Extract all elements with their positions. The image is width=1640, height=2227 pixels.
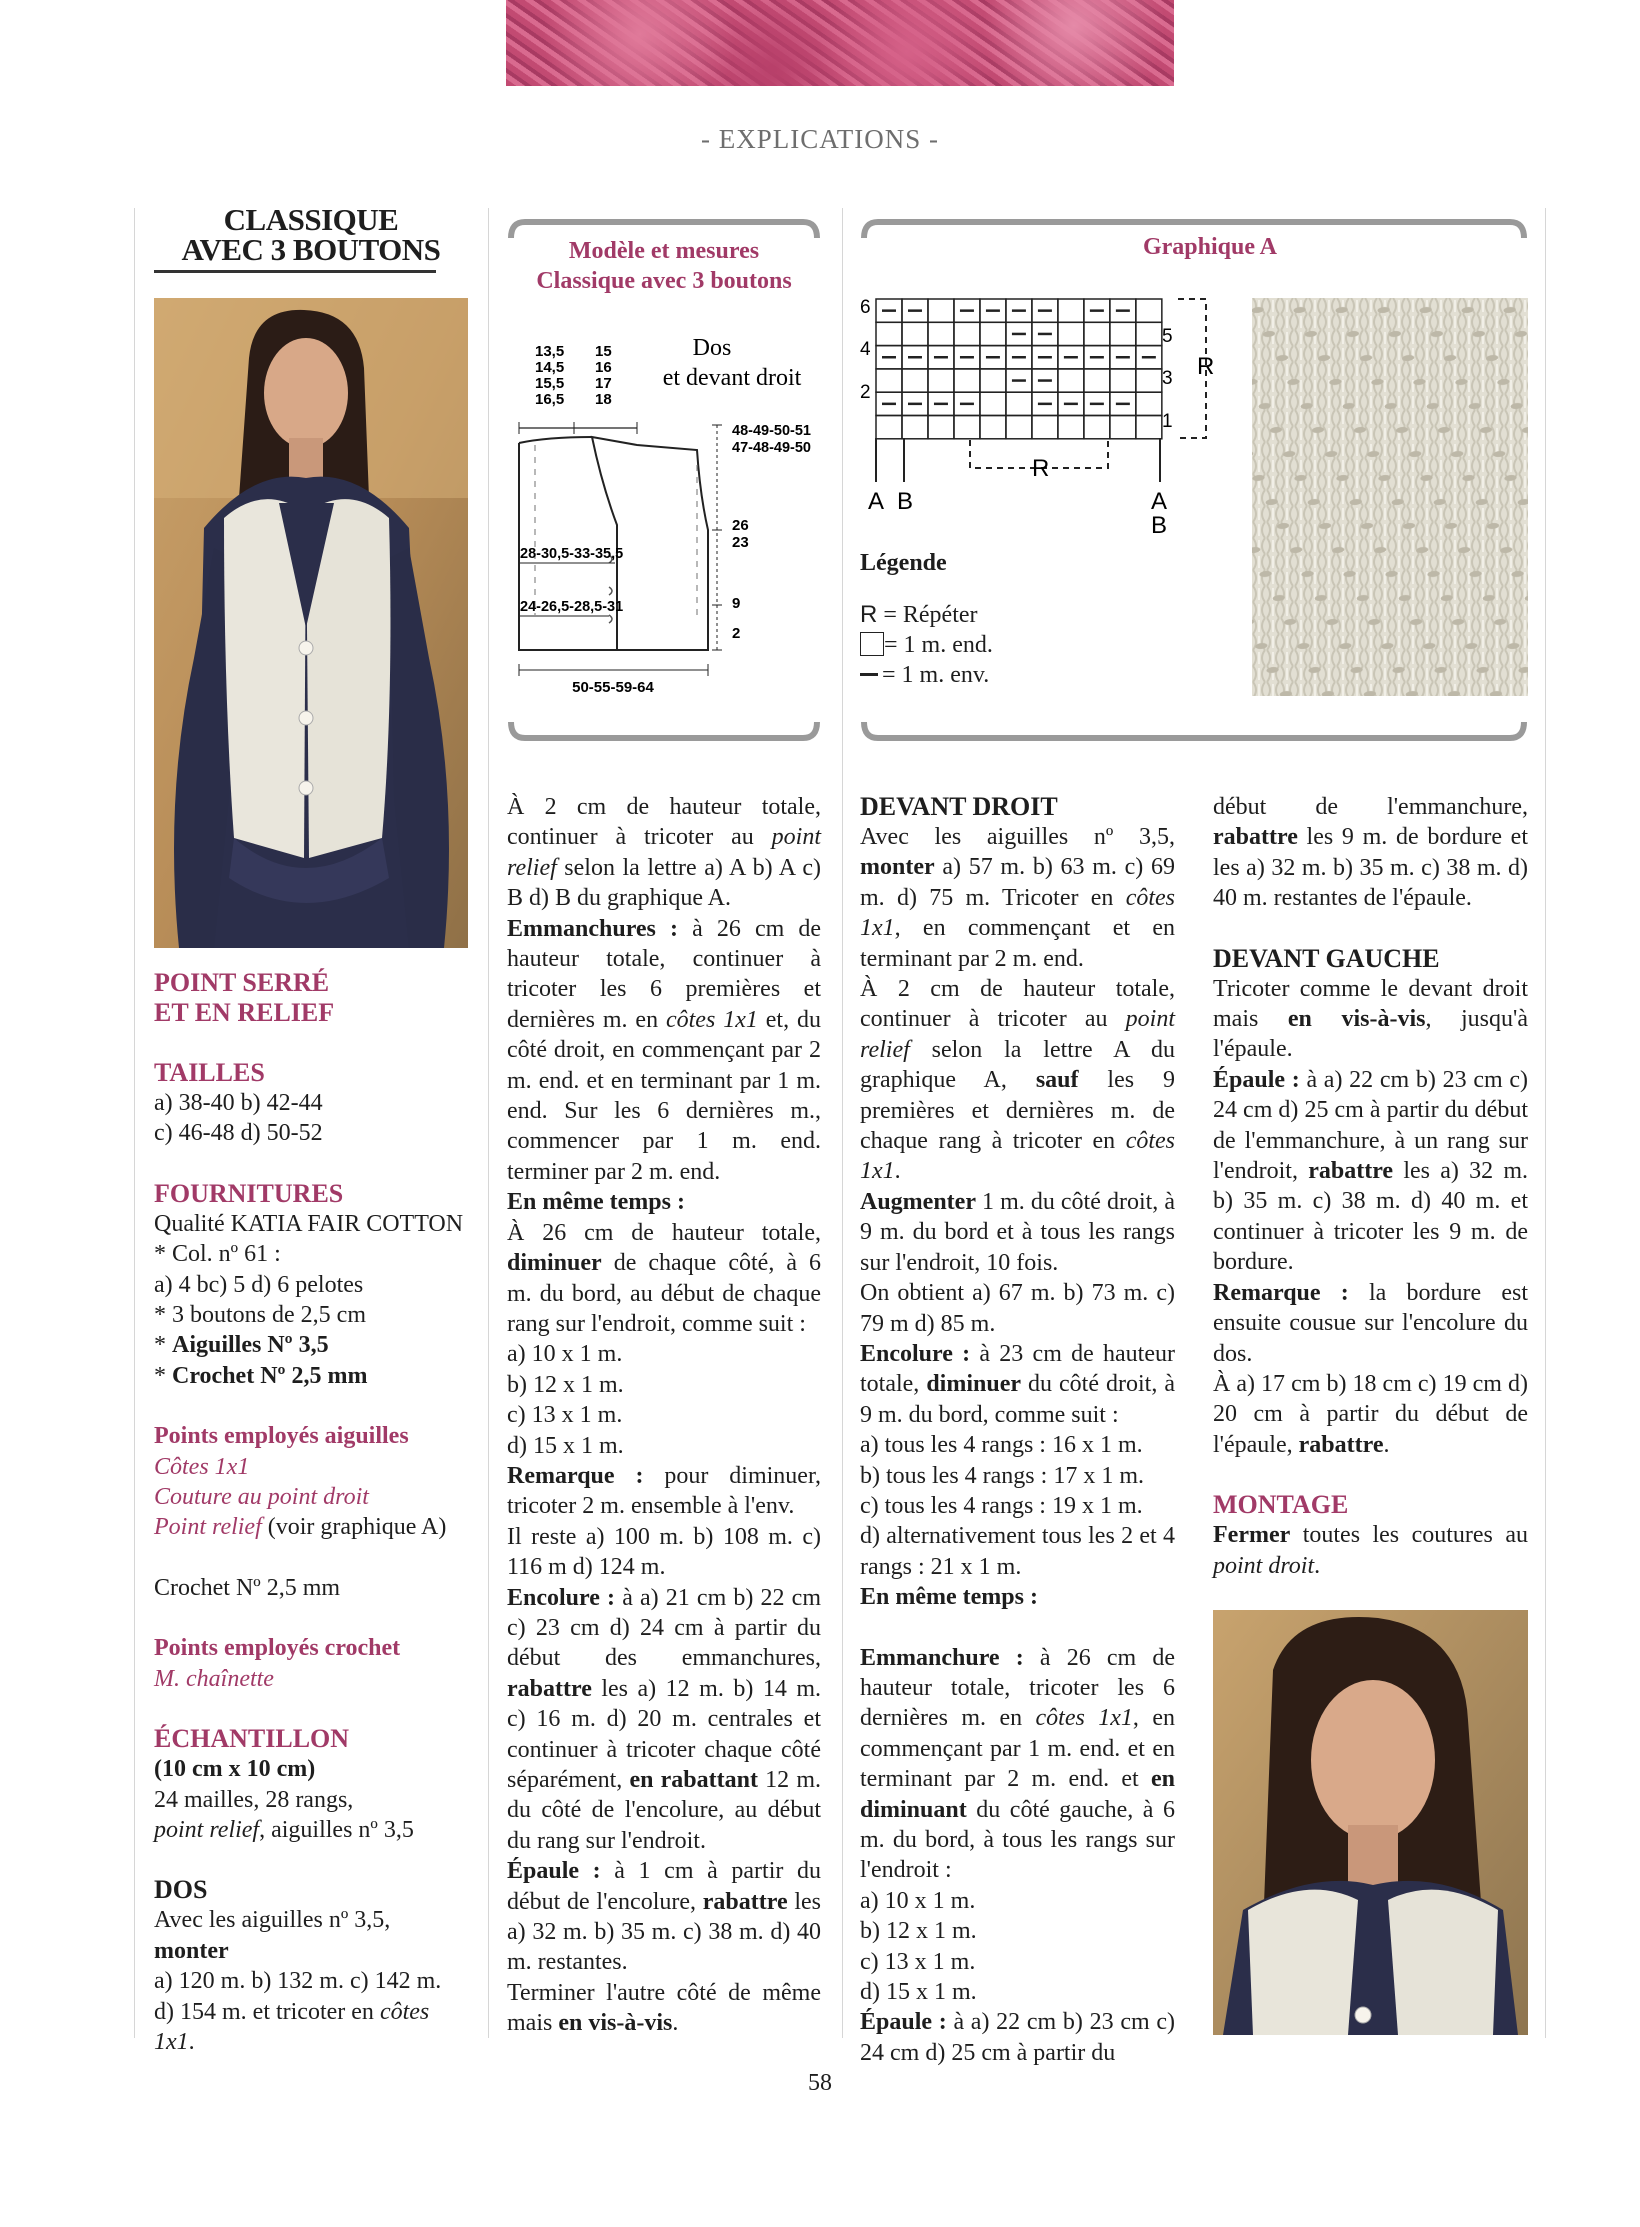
chart-cell [1084, 322, 1110, 345]
text: la bordure est ensuite cousue sur l'encolure du dos. [1213, 1279, 1528, 1367]
text: À 2 cm de hauteur totale, continuer à tricoter au [860, 976, 1175, 1033]
dos-text [154, 1997, 468, 2027]
stitch-heading [154, 968, 468, 1028]
hem-measure: 2 [732, 625, 741, 642]
text-bold: diminuer [926, 1371, 1022, 1398]
schema-title [507, 236, 821, 296]
stitch-note: (voir graphique A) [261, 1514, 447, 1541]
legend-title: Légende [860, 550, 947, 576]
needles-size: Aiguilles Nº 3,5 [172, 1332, 329, 1359]
neck-value: 15,5 [535, 375, 565, 392]
text: Avec les aiguilles nº 3,5, [860, 824, 1175, 850]
text-bold: Remarque : [507, 1462, 644, 1489]
chart-cell [980, 369, 1006, 392]
paragraph: Il reste a) 100 m. b) 108 m. c) 116 m d) 124 m. [507, 1523, 821, 1581]
chart-cell [954, 369, 980, 392]
echantillon-size: (10 cm x 10 cm) [154, 1756, 316, 1783]
text: a) 57 m. b) 63 m. c) 69 m. d) 75 m. Tricoter en [860, 854, 1175, 911]
text: à a) 21 cm b) 22 cm c) 23 cm d) 24 cm à partir du début des emmanchures, [507, 1584, 822, 1672]
armhole-measure: 23 [732, 534, 749, 551]
chart-cell [902, 322, 928, 345]
dos-text-italic: 1x1 [154, 2028, 189, 2055]
text: 1 m. du côté droit, à 9 m. du bord et à tous les rangs sur l'endroit, 10 fois. [860, 1188, 1175, 1276]
chart-cell [1110, 369, 1136, 392]
model-photo [154, 298, 468, 948]
text-bold: diminuer [507, 1250, 602, 1277]
text: les 9 premières et dernières m. de chaque rang à tricoter en [860, 1067, 1175, 1155]
column-4 [1213, 792, 1528, 1581]
chart-cell [928, 369, 954, 392]
chart-cell [902, 369, 928, 392]
dos-text-part: . [188, 2028, 195, 2055]
schema-label: et devant droit [662, 365, 802, 391]
neck-value: 16,5 [535, 391, 565, 408]
text-bold: Épaule : [507, 1858, 601, 1885]
text-bold: Encolure : [860, 1340, 971, 1367]
paragraph [507, 1583, 821, 1857]
swatch-photo [1252, 298, 1528, 696]
heading-line: ET EN RELIEF [154, 998, 335, 1027]
shoulder-measure: 47-48-49-50 [732, 440, 811, 456]
points-aiguilles-heading: Points employés aiguilles [154, 1423, 409, 1450]
chart-cell [928, 299, 954, 322]
schema-title-line: Classique avec 3 boutons [536, 268, 792, 294]
chart-cell [980, 322, 1006, 345]
schema-drawing [507, 325, 821, 695]
chart-cell [1110, 416, 1136, 439]
tailles-line: a) 38-40 b) 42-44 [154, 1090, 323, 1116]
column-divider [134, 208, 135, 2038]
text: selon la lettre a) A b) A c) B d) B du graphique A. [507, 854, 821, 912]
text: du côté droit, à 9 m. du bord, comme suit : [860, 1371, 1176, 1428]
chart-cell [1006, 416, 1032, 439]
row-number: 4 [860, 339, 871, 360]
fournitures-line: a) 4 bc) 5 d) 6 pelotes [154, 1271, 364, 1298]
chart-cell [1136, 299, 1162, 322]
neck-value: 13,5 [535, 343, 565, 360]
echantillon-rest: , aiguilles nº 3,5 [259, 1816, 414, 1843]
text: Terminer l'autre côté de même mais [507, 1979, 821, 2037]
text: . [1314, 1552, 1321, 1579]
paragraph: On obtient a) 67 m. b) 73 m. c) 79 m d) 85 m. [860, 1280, 1175, 1337]
text: toutes les coutures au [1290, 1522, 1528, 1549]
schema-label: Dos [692, 335, 732, 361]
legend-item [860, 660, 1160, 690]
text: , jusqu'à l'épaule. [1213, 1006, 1528, 1063]
box-ornament-bottom [507, 718, 821, 748]
chart-cell [1136, 392, 1162, 415]
text-bold: Emmanchure : [860, 1644, 1024, 1671]
row-number: 5 [1162, 326, 1173, 347]
text: , en commençant et en terminant par 2 m. end. [860, 915, 1175, 972]
chart-cell [980, 416, 1006, 439]
text-bold: rabattre [1213, 824, 1298, 851]
chart-cell [1058, 369, 1084, 392]
chart-cell [1110, 322, 1136, 345]
letter-label: A [1151, 488, 1168, 515]
chart-cell [928, 322, 954, 345]
text: du côté gauche, à 6 m. du bord, à tous les rangs sur l'endroit : [860, 1796, 1175, 1884]
shoulder-measure: 48-49-50-51 [732, 423, 811, 439]
column-3 [860, 792, 1175, 2068]
paragraph [507, 1978, 821, 2039]
paragraph [1213, 1520, 1528, 1581]
text: . [1383, 1431, 1390, 1458]
text: À 26 cm de hauteur totale, [507, 1219, 821, 1246]
paragraph [507, 914, 821, 1188]
title-underline [154, 270, 436, 273]
stitch-item: Couture au point droit [154, 1484, 369, 1511]
chart-cell [1058, 416, 1084, 439]
paragraph [860, 822, 1175, 974]
points-crochet-heading: Points employés crochet [154, 1635, 401, 1662]
chart-cell [876, 322, 902, 345]
dos-text-part: d) 154 m. et tricoter en [154, 1998, 380, 2025]
text: Tricoter comme le devant droit mais [1213, 975, 1528, 1033]
text-bold: en rabattant [629, 1767, 758, 1793]
text-bold: rabattre [702, 1888, 788, 1915]
chart-cell [954, 416, 980, 439]
text-bold: monter [860, 854, 935, 881]
paragraph [860, 1339, 1175, 1430]
hook-size: Crochet Nº 2,5 mm [172, 1362, 368, 1389]
devant-droit-heading: DEVANT DROIT [860, 792, 1058, 821]
column-divider [842, 208, 843, 2038]
chart-cell [1058, 299, 1084, 322]
chart-cell [876, 369, 902, 392]
model-portrait-photo [1213, 1610, 1528, 2035]
text: à a) 22 cm b) 23 cm c) 24 cm d) 25 cm à partir du début de l'emmanchure, à un rang sur l'endroit, [1213, 1066, 1529, 1185]
legend-item [860, 630, 1160, 660]
chart-cell [1136, 416, 1162, 439]
text: . [672, 2010, 679, 2037]
fournitures-line: Qualité KATIA FAIR COTTON [154, 1210, 464, 1237]
legend-item: R = Répéter [860, 601, 978, 628]
list-item: a) 10 x 1 m. [507, 1341, 623, 1368]
schema-title-line: Modèle et mesures [568, 238, 760, 264]
echantillon-line [154, 1815, 468, 1845]
dos-text: a) 120 m. b) 132 m. c) 142 m. [154, 1968, 442, 1995]
text-italic: point droit [1213, 1552, 1315, 1579]
dos-text [154, 2027, 468, 2057]
stitch-name: Point relief [154, 1514, 262, 1541]
dos-text-italic: côtes [379, 1998, 430, 2025]
dos-text-part: Avec les aiguilles nº 3,5, [154, 1907, 391, 1934]
text-bold: en diminuant [860, 1766, 1175, 1823]
paragraph: En même temps : [507, 1189, 685, 1216]
yarn-photo [506, 0, 1174, 86]
paragraph [860, 1643, 1175, 1886]
devant-gauche-heading: DEVANT GAUCHE [1213, 943, 1440, 973]
letter-label: A [868, 488, 885, 515]
paragraph [1213, 1065, 1528, 1278]
crochet-size: Crochet Nº 2,5 mm [154, 1574, 341, 1601]
paragraph [860, 2007, 1175, 2068]
paragraph [1213, 974, 1528, 1065]
legend-text: = 1 m. env. [882, 662, 990, 688]
tailles-line: c) 46-48 d) 50-52 [154, 1120, 323, 1147]
text-bold: en vis-à-vis [1287, 1006, 1426, 1033]
list-item: d) 15 x 1 m. [860, 1979, 977, 2006]
stitch-item: M. chaînette [154, 1665, 274, 1692]
text-bold: Encolure : [507, 1584, 616, 1611]
graph-title: Graphique A [1142, 234, 1278, 260]
list-item: a) 10 x 1 m. [860, 1887, 976, 1914]
list-item: d) alternativement tous les 2 et 4 rangs : 21 x 1 m. [860, 1523, 1175, 1580]
column-2 [507, 792, 821, 2039]
page-number: 58 [808, 2070, 832, 2096]
row-number: 6 [860, 297, 871, 318]
section-header: - EXPLICATIONS - [701, 124, 939, 154]
text: à 26 cm de hauteur totale, continuer à tricoter les 6 premières et dernières m. en [507, 915, 822, 1033]
text: pour diminuer, tricoter 2 m. ensemble à l'env. [507, 1462, 821, 1520]
paragraph [860, 974, 1175, 1187]
text: de chaque côté, à 6 m. du bord, au début de chaque rang sur l'endroit, comme suit : [507, 1250, 821, 1337]
armhole-measure: 26 [732, 517, 749, 534]
chart-cell [1136, 369, 1162, 392]
list-item: c) 13 x 1 m. [507, 1402, 623, 1429]
column-divider [1545, 208, 1546, 2038]
paragraph [507, 1461, 821, 1522]
graph-ornament-bottom [860, 718, 1528, 748]
text-italic: côtes 1x1 [860, 1128, 1175, 1185]
text: à 23 cm de hauteur totale, [860, 1340, 1175, 1398]
chart-cell [980, 392, 1006, 415]
text-italic: point relief [507, 824, 821, 881]
title-line: AVEC 3 BOUTONS [181, 232, 441, 267]
text: à 26 cm de hauteur totale, tricoter les 6 dernières m. en [860, 1644, 1175, 1732]
list-item: d) 15 x 1 m. [507, 1432, 624, 1459]
paragraph [507, 792, 821, 914]
graph-chart [860, 290, 1220, 560]
fournitures-line: * Crochet Nº 2,5 mm [154, 1362, 368, 1389]
repeat-label: R [1032, 455, 1050, 482]
row-number: 3 [1162, 368, 1173, 389]
neck-value: 18 [595, 391, 612, 408]
chart-cell [928, 416, 954, 439]
list-item: a) tous les 4 rangs : 16 x 1 m. [860, 1432, 1143, 1459]
purl-dash-icon [860, 673, 878, 676]
text: . [894, 1158, 901, 1185]
fournitures-heading: FOURNITURES [154, 1178, 344, 1208]
chart-cell [1058, 322, 1084, 345]
chart-cell [1032, 416, 1058, 439]
text: , en commençant par 1 m. end. et en terminant par 2 m. end. et [860, 1705, 1175, 1793]
text: les a) 32 m. b) 35 m. c) 38 m. d) 40 m. restantes. [507, 1888, 821, 1976]
text: les a) 32 m. b) 35 m. c) 38 m. d) 40 m. et continuer à tricoter les 9 m. de bordure. [1213, 1158, 1528, 1276]
fournitures-line: * Aiguilles Nº 3,5 [154, 1332, 329, 1359]
text-bold: en vis-à-vis [558, 2010, 673, 2037]
width-measure: 28-30,5-33-35,5 [520, 546, 624, 562]
fournitures-line: * Col. nº 61 : [154, 1241, 281, 1268]
text: et, du côté droit, en commençant par 2 m. end. et en terminant par 1 m. end. Sur les 6 dernières m., commencer par 1 m. end. terminer par 2 m. end. [507, 1006, 821, 1185]
dos-heading: DOS [154, 1875, 208, 1905]
paragraph: En même temps : [860, 1584, 1038, 1611]
fournitures-line: * 3 boutons de 2,5 cm [154, 1302, 366, 1329]
echantillon-line: 24 mailles, 28 rangs, [154, 1786, 354, 1813]
legend-text: = 1 m. end. [884, 632, 993, 658]
dos-text [154, 1905, 468, 1966]
column-1 [154, 968, 468, 2057]
chart-cell [1006, 392, 1032, 415]
chart-cell [876, 416, 902, 439]
list-item: b) tous les 4 rangs : 17 x 1 m. [860, 1462, 1144, 1489]
list-item: c) 13 x 1 m. [860, 1948, 976, 1975]
neck-value: 14,5 [535, 359, 565, 376]
neck-value: 17 [595, 375, 612, 392]
heading-line: POINT SERRÉ [154, 968, 330, 997]
text-bold: Fermer [1213, 1522, 1291, 1549]
text-italic: côtes 1x1 [665, 1006, 758, 1033]
dos-text-bold: monter [154, 1937, 229, 1964]
text: À a) 17 cm b) 18 cm c) 19 cm d) 20 cm à partir du début de l'épaule, [1213, 1370, 1528, 1458]
repeat-label: R [1197, 353, 1215, 380]
text: À 2 cm de hauteur totale, continuer à tricoter au [507, 794, 821, 851]
title-line: CLASSIQUE [223, 202, 399, 237]
column-divider [488, 208, 489, 2038]
paragraph [1213, 1278, 1528, 1369]
stitch-name: point relief [154, 1816, 260, 1843]
text-bold: Augmenter [860, 1188, 976, 1215]
paragraph [860, 1187, 1175, 1278]
hem-measure: 9 [732, 595, 741, 612]
schema-box [507, 212, 821, 296]
stitch-item: Côtes 1x1 [154, 1453, 250, 1480]
text-bold: rabattre [1308, 1158, 1394, 1185]
text-bold: rabattre [507, 1675, 592, 1702]
text-bold: Remarque : [1213, 1279, 1349, 1306]
text: selon la lettre A du graphique A, [860, 1036, 1175, 1094]
chart-cell [1084, 369, 1110, 392]
text: début de l'emmanchure, [1213, 794, 1528, 820]
text: les a) 12 m. b) 14 m. c) 16 m. d) 20 m. centrales et continuer à tricoter chaque côté séparément, [507, 1675, 821, 1793]
stitch-item [154, 1512, 468, 1542]
width-measure: 24-26,5-28,5-31 [520, 599, 624, 615]
paragraph [1213, 792, 1528, 914]
text: les 9 m. de bordure et les a) 32 m. b) 35 m. c) 38 m. d) 40 m. restantes de l'épaule. [1213, 824, 1528, 912]
text: à a) 22 cm b) 23 cm c) 24 cm d) 25 cm à partir du [860, 2009, 1176, 2066]
text-bold: Emmanchures : [507, 915, 678, 942]
text-italic: côtes 1x1 [860, 884, 1175, 942]
text-bold: Épaule : [860, 2009, 947, 2036]
letter-label: B [897, 488, 914, 515]
list-item: c) tous les 4 rangs : 19 x 1 m. [860, 1492, 1143, 1519]
text-bold: rabattre [1298, 1431, 1384, 1458]
text: 12 m. du côté de l'encolure, au début du rang sur l'endroit. [507, 1767, 822, 1854]
montage-heading: MONTAGE [1213, 1490, 1349, 1520]
tailles-heading: TAILLES [154, 1058, 265, 1087]
paragraph [507, 1856, 821, 1978]
list-item: b) 12 x 1 m. [507, 1371, 624, 1398]
width-measure: 50-55-59-64 [572, 679, 654, 695]
list-item: b) 12 x 1 m. [860, 1918, 977, 1945]
text-bold: sauf [1035, 1067, 1079, 1094]
text: à 1 cm à partir du début de l'encolure, [507, 1858, 821, 1915]
text-bold: Épaule : [1213, 1066, 1300, 1093]
chart-cell [1084, 416, 1110, 439]
echantillon-heading: ÉCHANTILLON [154, 1724, 350, 1754]
row-number: 2 [860, 382, 871, 403]
chart-cell [1136, 322, 1162, 345]
neck-measures [535, 343, 612, 408]
neck-value: 15 [595, 343, 612, 360]
graph-legend [860, 548, 1160, 690]
chart-cell [954, 322, 980, 345]
paragraph [1213, 1369, 1528, 1460]
chart-cell [902, 416, 928, 439]
letter-label: B [1151, 512, 1168, 539]
text-italic: point relief [860, 1006, 1175, 1063]
page-title [154, 202, 468, 267]
knit-square-icon [860, 632, 884, 656]
row-number: 1 [1162, 411, 1173, 432]
text-italic: côtes 1x1 [1035, 1705, 1133, 1732]
neck-value: 16 [595, 359, 612, 376]
paragraph [507, 1218, 821, 1340]
